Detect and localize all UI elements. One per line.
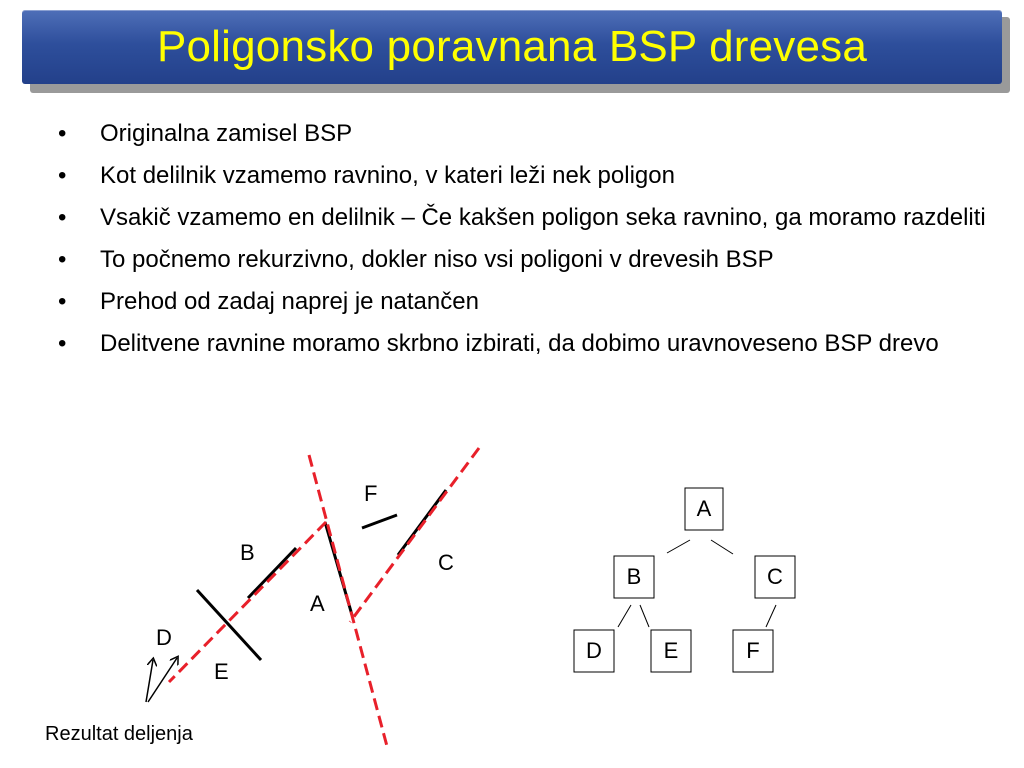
tree-node-e-label: E bbox=[663, 637, 679, 663]
bullet-text: To počnemo rekurzivno, dokler niso vsi poligoni v drevesih BSP bbox=[100, 246, 774, 273]
bullet-text: Vsakič vzamemo en delilnik – Če kakšen poligon seka ravnino, ga moramo razdeliti bbox=[100, 204, 986, 231]
polygon-de-segment bbox=[197, 590, 261, 660]
tree-edge-b-d bbox=[618, 605, 631, 627]
bullet-dot: • bbox=[58, 162, 67, 189]
label-a: A bbox=[310, 591, 325, 616]
tree-edge-b-e bbox=[640, 605, 649, 627]
tree-node-d-label: D bbox=[586, 637, 602, 663]
split-plane-c bbox=[350, 448, 479, 622]
annotation-result: Rezultat deljenja bbox=[45, 723, 193, 745]
bullet-text: Prehod od zadaj naprej je natančen bbox=[100, 288, 479, 315]
bullet-text: Originalna zamisel BSP bbox=[100, 120, 353, 147]
tree-node-a-label: A bbox=[696, 495, 712, 521]
bullet-text: Delitvene ravnine moramo skrbno izbirati, da dobimo uravnoveseno BSP drevo bbox=[100, 330, 939, 357]
bullet-dot: • bbox=[58, 288, 67, 315]
tree-node-b-label: B bbox=[626, 563, 642, 589]
bullet-dot: • bbox=[58, 120, 67, 147]
label-f: F bbox=[364, 481, 378, 506]
bullet-dot: • bbox=[58, 246, 67, 273]
polygon-f-segment bbox=[362, 515, 397, 528]
label-b: B bbox=[240, 540, 255, 565]
label-c: C bbox=[438, 550, 454, 575]
bullet-dot: • bbox=[58, 330, 67, 357]
tree-node-f-label: F bbox=[746, 637, 760, 663]
slide-title: Poligonsko poravnana BSP drevesa bbox=[156, 22, 868, 71]
bullet-text: Kot delilnik vzamemo ravnino, v kateri leži nek poligon bbox=[100, 162, 675, 189]
label-d: D bbox=[156, 625, 172, 650]
polygon-b-segment bbox=[248, 548, 296, 598]
tree-edge-a-c bbox=[711, 540, 733, 554]
tree-node-c-label: C bbox=[767, 563, 783, 589]
tree-edge-c-f bbox=[766, 605, 776, 627]
bullet-dot: • bbox=[58, 204, 67, 231]
label-e: E bbox=[214, 659, 229, 684]
tree-edge-a-b bbox=[667, 540, 690, 553]
